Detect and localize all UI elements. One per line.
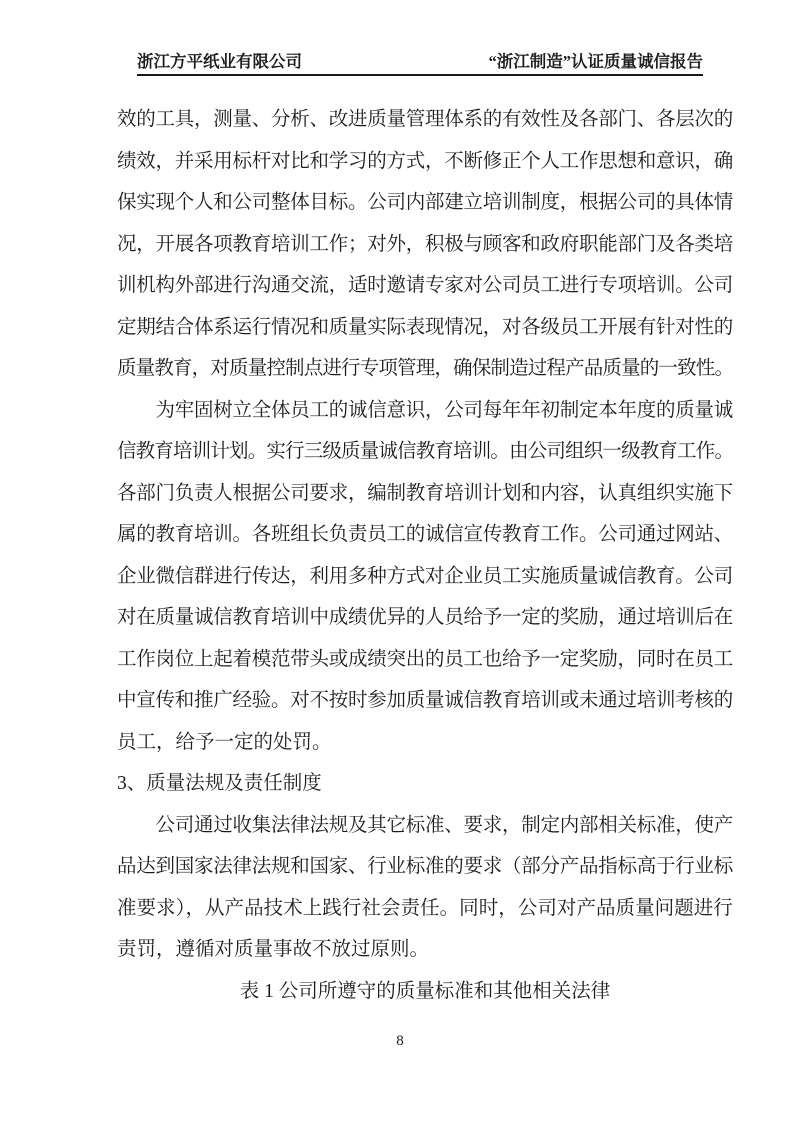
text-line: 绩效，并采用标杆对比和学习的方式，不断修正个人工作思想和意识，确 — [117, 150, 734, 172]
text-body — [117, 99, 733, 1012]
text-line: 信教育培训计划。实行三级质量诚信教育培训。由公司组织一级教育工作。 — [117, 441, 734, 462]
page-number — [0, 1031, 800, 1051]
text-line: 各部门负责人根据公司要求，编制教育培训计划和内容，认真组织实施下 — [117, 482, 734, 504]
text-line: 为牢固树立全体员工的诚信意识，公司每年年初制定本年度的质量诚 — [117, 399, 734, 421]
header-company-name: 浙江方平纸业有限公司 — [137, 52, 302, 71]
text-line: 表 1 公司所遵守的质量标准和其他相关法律 — [239, 980, 611, 1002]
text-line: 工作岗位上起着模范带头或成绩突出的员工也给予一定奖励，同时在员工 — [117, 648, 734, 670]
text-line: 准要求），从产品技术上践行社会责任。同时，公司对产品质量问题进行 — [117, 897, 733, 919]
text-line: 员工，给予一定的处罚。 — [117, 731, 332, 753]
text-line: 保实现个人和公司整体目标。公司内部建立培训制度，根据公司的具体情 — [117, 192, 734, 213]
text-line: 训机构外部进行沟通交流，适时邀请专家对公司员工进行专项培训。公司 — [117, 275, 734, 296]
text-line: 定期结合体系运行情况和质量实际表现情况，对各级员工开展有针对性的 — [117, 316, 734, 338]
page-header — [137, 53, 703, 76]
text-line: 责罚，遵循对质量事故不放过原则。 — [117, 939, 430, 960]
text-line: 3、质量法规及责任制度 — [117, 773, 322, 794]
page-number-value: 8 — [396, 1033, 404, 1049]
text-line: 质量教育，对质量控制点进行专项管理，确保制造过程产品质量的一致性。 — [117, 358, 734, 379]
text-line: 品达到国家法律法规和国家、行业标准的要求（部分产品指标高于行业标 — [117, 856, 734, 877]
text-line: 公司通过收集法律法规及其它标准、要求，制定内部相关标准，使产 — [117, 814, 734, 836]
header-report-title: “浙江制造”认证质量诚信报告 — [488, 52, 703, 71]
text-line: 企业微信群进行传达，利用多种方式对企业员工实施质量诚信教育。公司 — [117, 565, 734, 587]
text-line: 中宣传和推广经验。对不按时参加质量诚信教育培训或未通过培训考核的 — [117, 690, 734, 711]
text-line: 况，开展各项教育培训工作；对外，积极与顾客和政府职能部门及各类培 — [117, 233, 734, 255]
text-line: 对在质量诚信教育培训中成绩优异的人员给予一定的奖励，通过培训后在 — [117, 607, 734, 628]
text-line: 属的教育培训。各班组长负责员工的诚信宣传教育工作。公司通过网站、 — [117, 524, 734, 545]
text-line: 效的工具，测量、分析、改进质量管理体系的有效性及各部门、各层次的 — [117, 109, 734, 130]
